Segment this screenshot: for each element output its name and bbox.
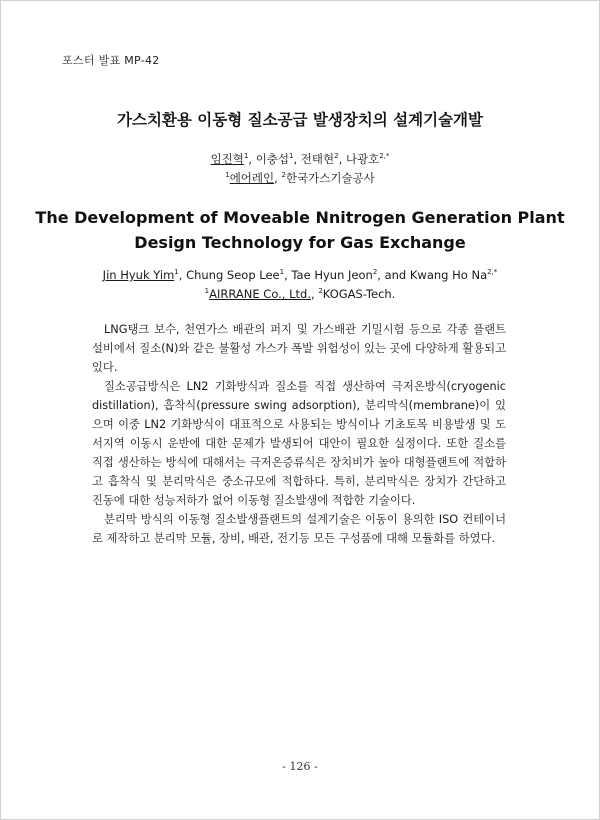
author-separator: , <box>248 152 256 166</box>
author-separator: , <box>338 152 346 166</box>
author-affil-sup: 1 <box>279 268 285 277</box>
affil-sup: 2 <box>281 171 286 180</box>
session-label: 포스터 발표 MP-42 <box>62 54 160 67</box>
author-affil-sup: 2 <box>372 268 378 277</box>
korean-authors <box>0 151 600 167</box>
page-number: - 126 - <box>282 760 318 773</box>
abstract-paragraph: LNG탱크 보수, 천연가스 배관의 퍼지 및 가스배관 기밀시험 등으로 각종 플랜트 설비에서 질소(N)와 같은 불활성 가스가 폭발 위험성이 있는 곳에 다양하게 활용되고 있다. <box>92 323 506 374</box>
english-title-line: Design Technology for Gas Exchange <box>134 233 466 252</box>
korean-affiliation <box>0 170 600 186</box>
affil-name: 한국가스기술공사 <box>285 171 375 185</box>
author-name: Kwang Ho Na <box>409 268 488 282</box>
author-name: 전태현 <box>300 152 335 166</box>
english-title <box>0 205 600 255</box>
korean-title: 가스치환용 이동형 질소공급 발생장치의 설계기술개발 <box>117 111 483 129</box>
affil-sup: 1 <box>225 171 230 180</box>
author-name: 임진혁 <box>210 152 244 166</box>
author-affil-sup: 2,* <box>379 152 390 161</box>
author-name: Jin Hyuk Yim <box>102 268 175 282</box>
affil-name: AIRRANE Co., Ltd. <box>209 287 311 301</box>
abstract-body <box>92 320 506 548</box>
author-separator: , <box>178 268 187 282</box>
author-affil-sup: 1 <box>174 268 179 277</box>
author-name: Tae Hyun Jeon <box>291 268 373 282</box>
author-affil-sup: 1 <box>243 152 249 161</box>
author-separator: , <box>284 268 292 282</box>
affil-separator: , <box>311 287 319 301</box>
english-title-line: The Development of Moveable Nnitrogen Generation Plant <box>35 208 565 227</box>
english-affiliation <box>0 287 600 301</box>
affil-separator: , <box>274 171 282 185</box>
author-separator: , <box>293 152 301 166</box>
author-name: 이충섭 <box>255 152 290 166</box>
affil-sup: 2 <box>318 287 323 296</box>
english-authors <box>0 268 600 282</box>
affil-name: KOGAS-Tech. <box>322 287 396 301</box>
author-affil-sup: 1 <box>289 152 294 161</box>
abstract-paragraph: 질소공급방식은 LN2 기화방식과 질소를 직접 생산하여 극저온방식(cryogenic distillation), 흡착식(pressure swing adsorption), 분리막식(membrane)이 있으며 이중 LN2 기화방식이 대표적으로 사용되는 방식이나 기초토목 비용발생 및 도서지역 이동시 운반에 대한 문제가 발생되어 대안이 필요한 실정이다. 또한 질소를 직접 생산하는 방식에 대해서는 극저온증류식은 장치비가 높아 대형플랜트에 적합하고 흡착식 및 분리막식은 중소규모에 적합하다. 특히, 분리막식은 장치가 간단하고 진동에 대한 성능저하가 없어 이동형 질소발생에 적합한 기술이다. <box>92 380 506 507</box>
author-affil-sup: 2,* <box>487 268 498 277</box>
author-name: 나광호 <box>345 152 380 166</box>
affil-sup: 1 <box>204 287 210 296</box>
author-affil-sup: 2 <box>334 152 339 161</box>
affil-name: 에어레인 <box>229 171 275 185</box>
abstract-paragraph: 분리막 방식의 이동형 질소발생플랜트의 설계기술은 이동이 용의한 ISO 컨테이너로 제작하고 분리막 모듈, 장비, 배관, 전기등 모든 구성품에 대해 모듈화를 하였다. <box>92 513 506 545</box>
author-separator: , and <box>377 268 410 282</box>
author-name: Chung Seop Lee <box>186 268 280 282</box>
